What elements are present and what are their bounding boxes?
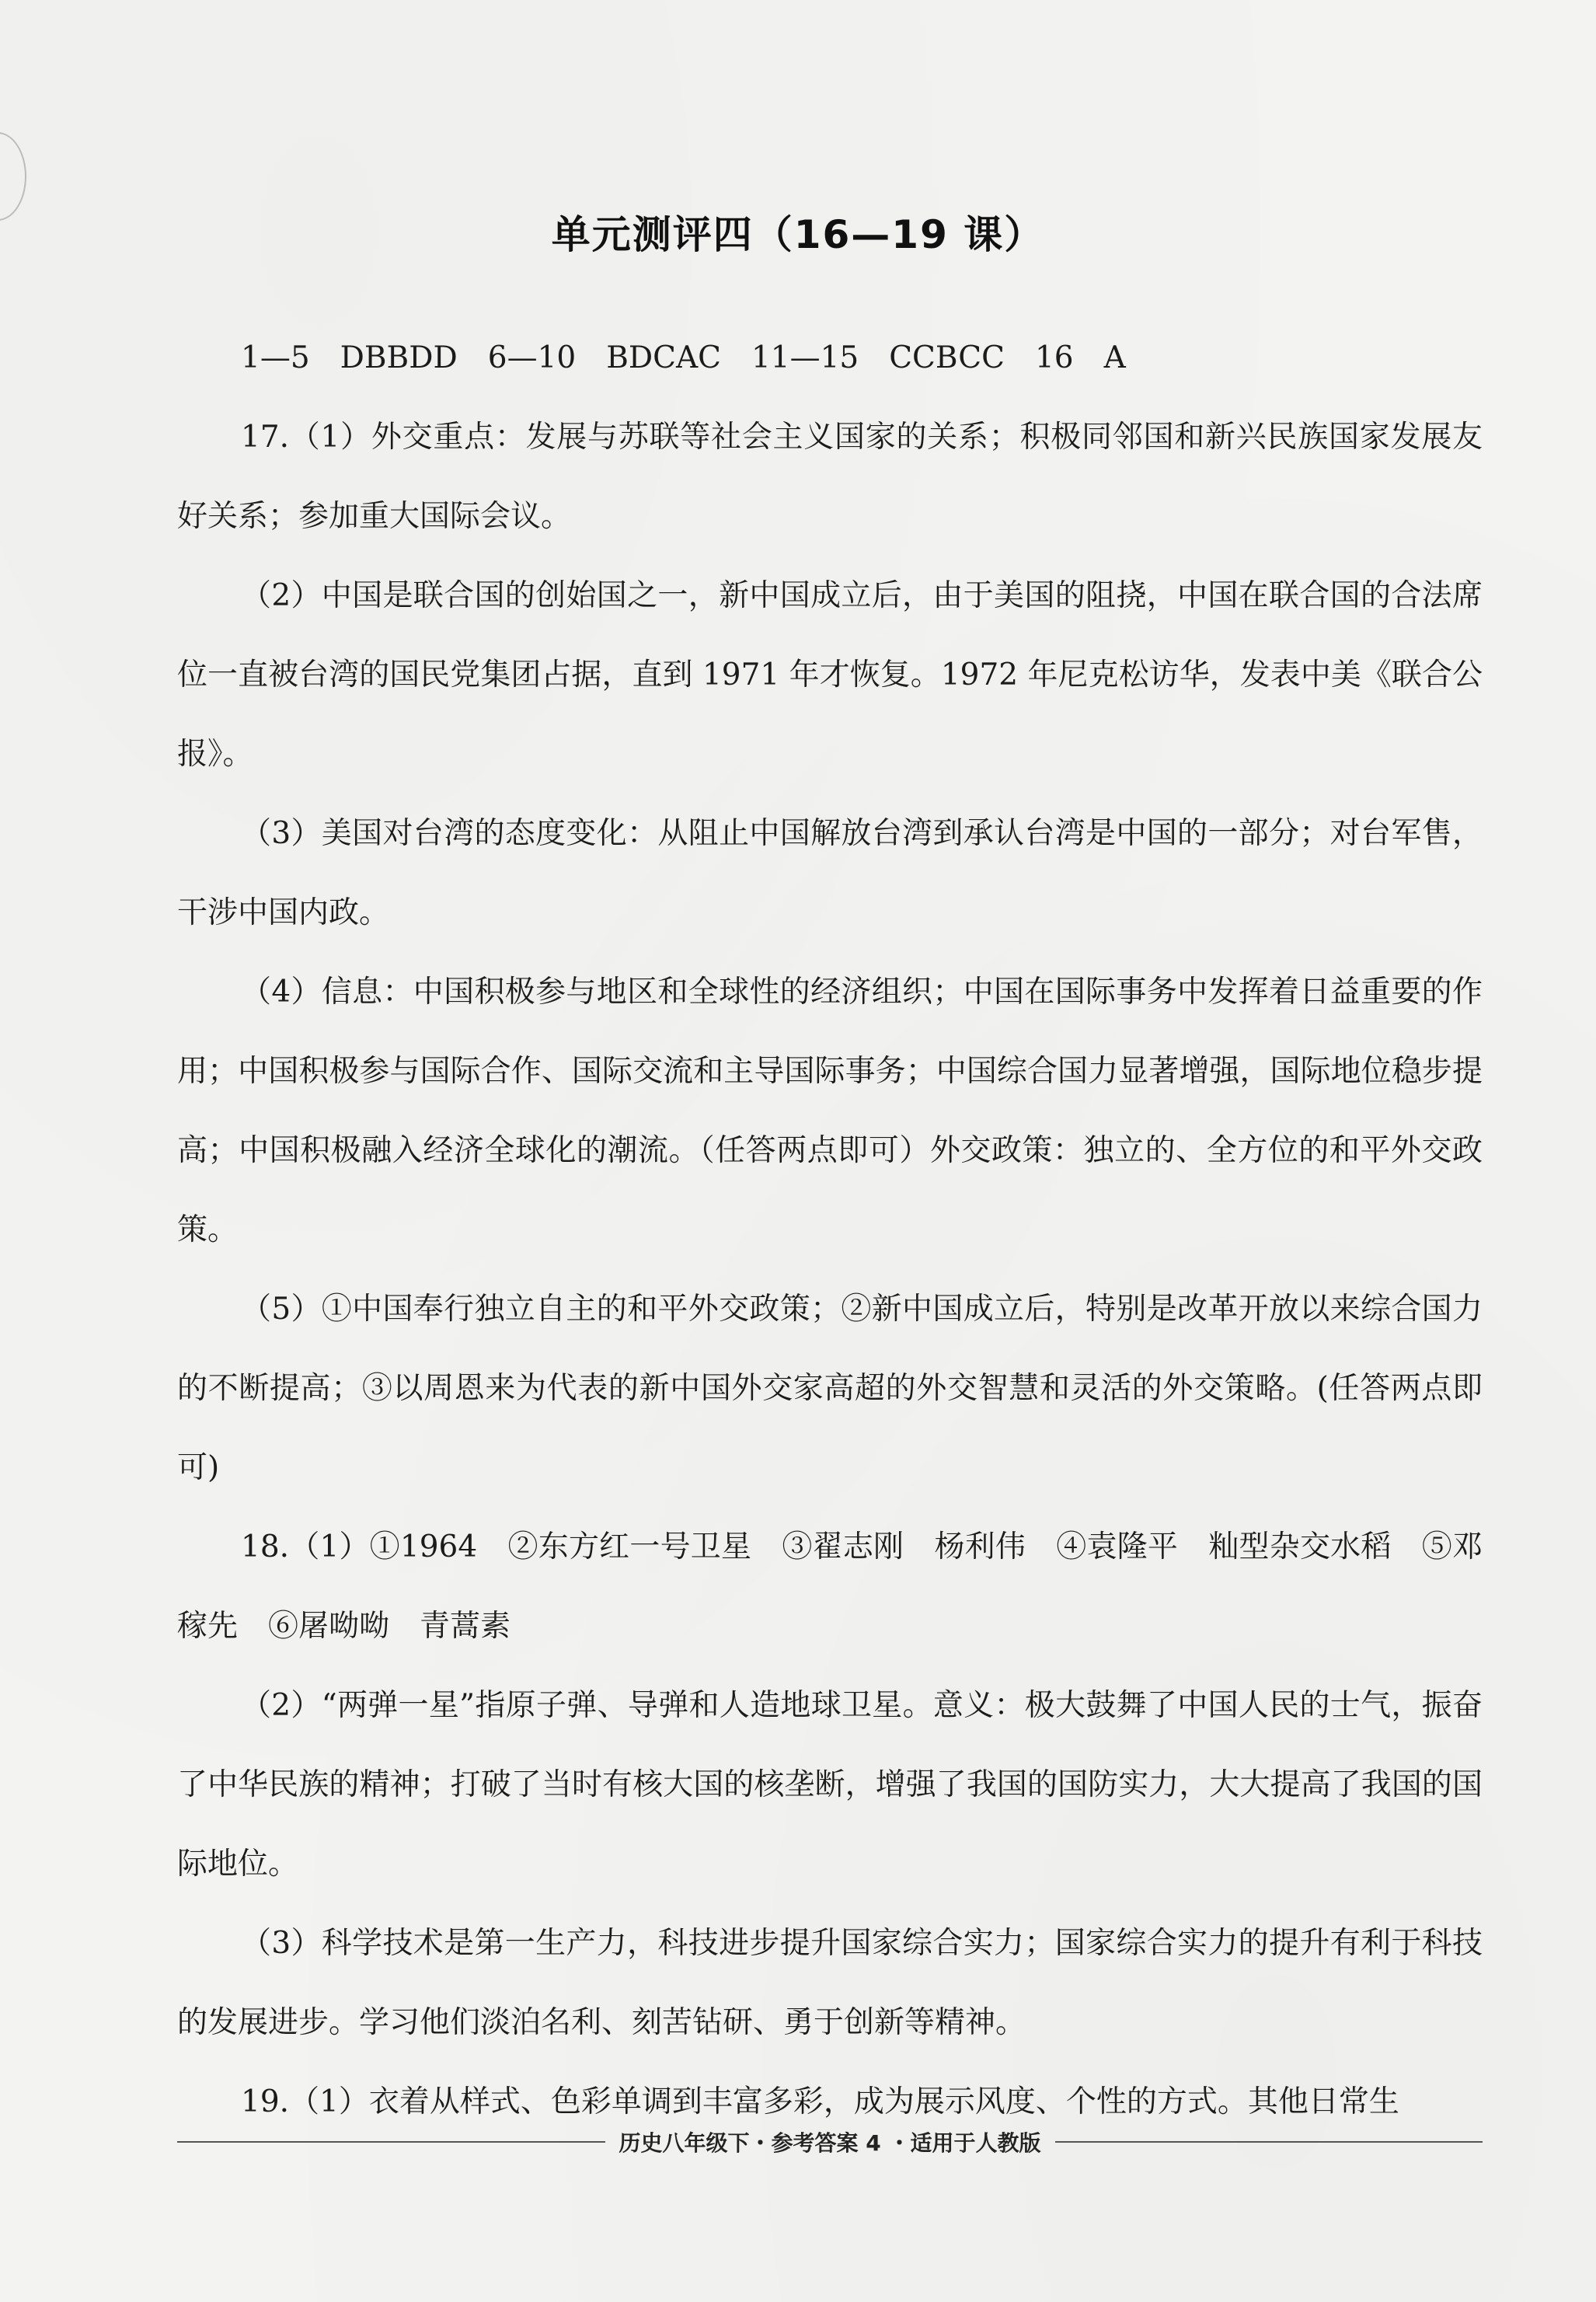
- question-17-part-2: （2）中国是联合国的创始国之一，新中国成立后，由于美国的阻挠，中国在联合国的合法席位一直被台湾的国民党集团占据，直到 1971 年才恢复。1972 年尼克松访华，发表中美《联合公报》。: [177, 578, 1483, 772]
- question-17-part-3: （3）美国对台湾的态度变化：从阻止中国解放台湾到承认台湾是中国的一部分；对台军售，干涉中国内政。: [177, 816, 1483, 930]
- question-17-part-1: 17.（1）外交重点：发展与苏联等社会主义国家的关系；积极同邻国和新兴民族国家发展友好关系；参加重大国际会议。: [177, 420, 1483, 534]
- question-19-part-1: 19.（1）衣着从样式、色彩单调到丰富多彩，成为展示风度、个性的方式。其他日常生: [241, 2084, 1399, 2119]
- multiple-choice-answers: 1—5 DBBDD 6—10 BDCAC 11—15 CCBCC 16 A: [241, 340, 1126, 375]
- page-title: 单元测评四（16—19 课）: [551, 212, 1045, 257]
- question-18-part-2: （2）“两弹一星”指原子弹、导弹和人造地球卫星。意义：极大鼓舞了中国人民的士气，振奋了中华民族的精神；打破了当时有核大国的核垄断，增强了我国的国防实力，大大提高了我国的国际地位。: [177, 1688, 1483, 1882]
- footer-text: 历史八年级下・参考答案 4 ・适用于人教版: [619, 2130, 1041, 2156]
- answer-content: [177, 319, 1483, 2142]
- question-18-part-3: （3）科学技术是第一生产力，科技进步提升国家综合实力；国家综合实力的提升有利于科技的发展进步。学习他们淡泊名利、刻苦钻研、勇于创新等精神。: [177, 1926, 1483, 2040]
- question-17-part-4: （4）信息：中国积极参与地区和全球性的经济组织；中国在国际事务中发挥着日益重要的作用；中国积极参与国际合作、国际交流和主导国际事务；中国综合国力显著增强，国际地位稳步提高；中国积极融入经济全球化的潮流。（任答两点即可）外交政策：独立的、全方位的和平外交政策。: [177, 975, 1483, 1247]
- question-17-part-5: （5）①中国奉行独立自主的和平外交政策；②新中国成立后，特别是改革开放以来综合国力的不断提高；③以周恩来为代表的新中国外交家高超的外交智慧和灵活的外交策略。(任答两点即可): [177, 1292, 1483, 1485]
- footer-rule-left: [177, 2141, 605, 2143]
- question-18-part-1: 18.（1）①1964 ②东方红一号卫星 ③翟志刚 杨利伟 ④袁隆平 籼型杂交水稻 ⑤邓稼先 ⑥屠呦呦 青蒿素: [177, 1529, 1483, 1644]
- footer-rule-right: [1055, 2141, 1483, 2143]
- page-footer: [177, 2119, 1483, 2165]
